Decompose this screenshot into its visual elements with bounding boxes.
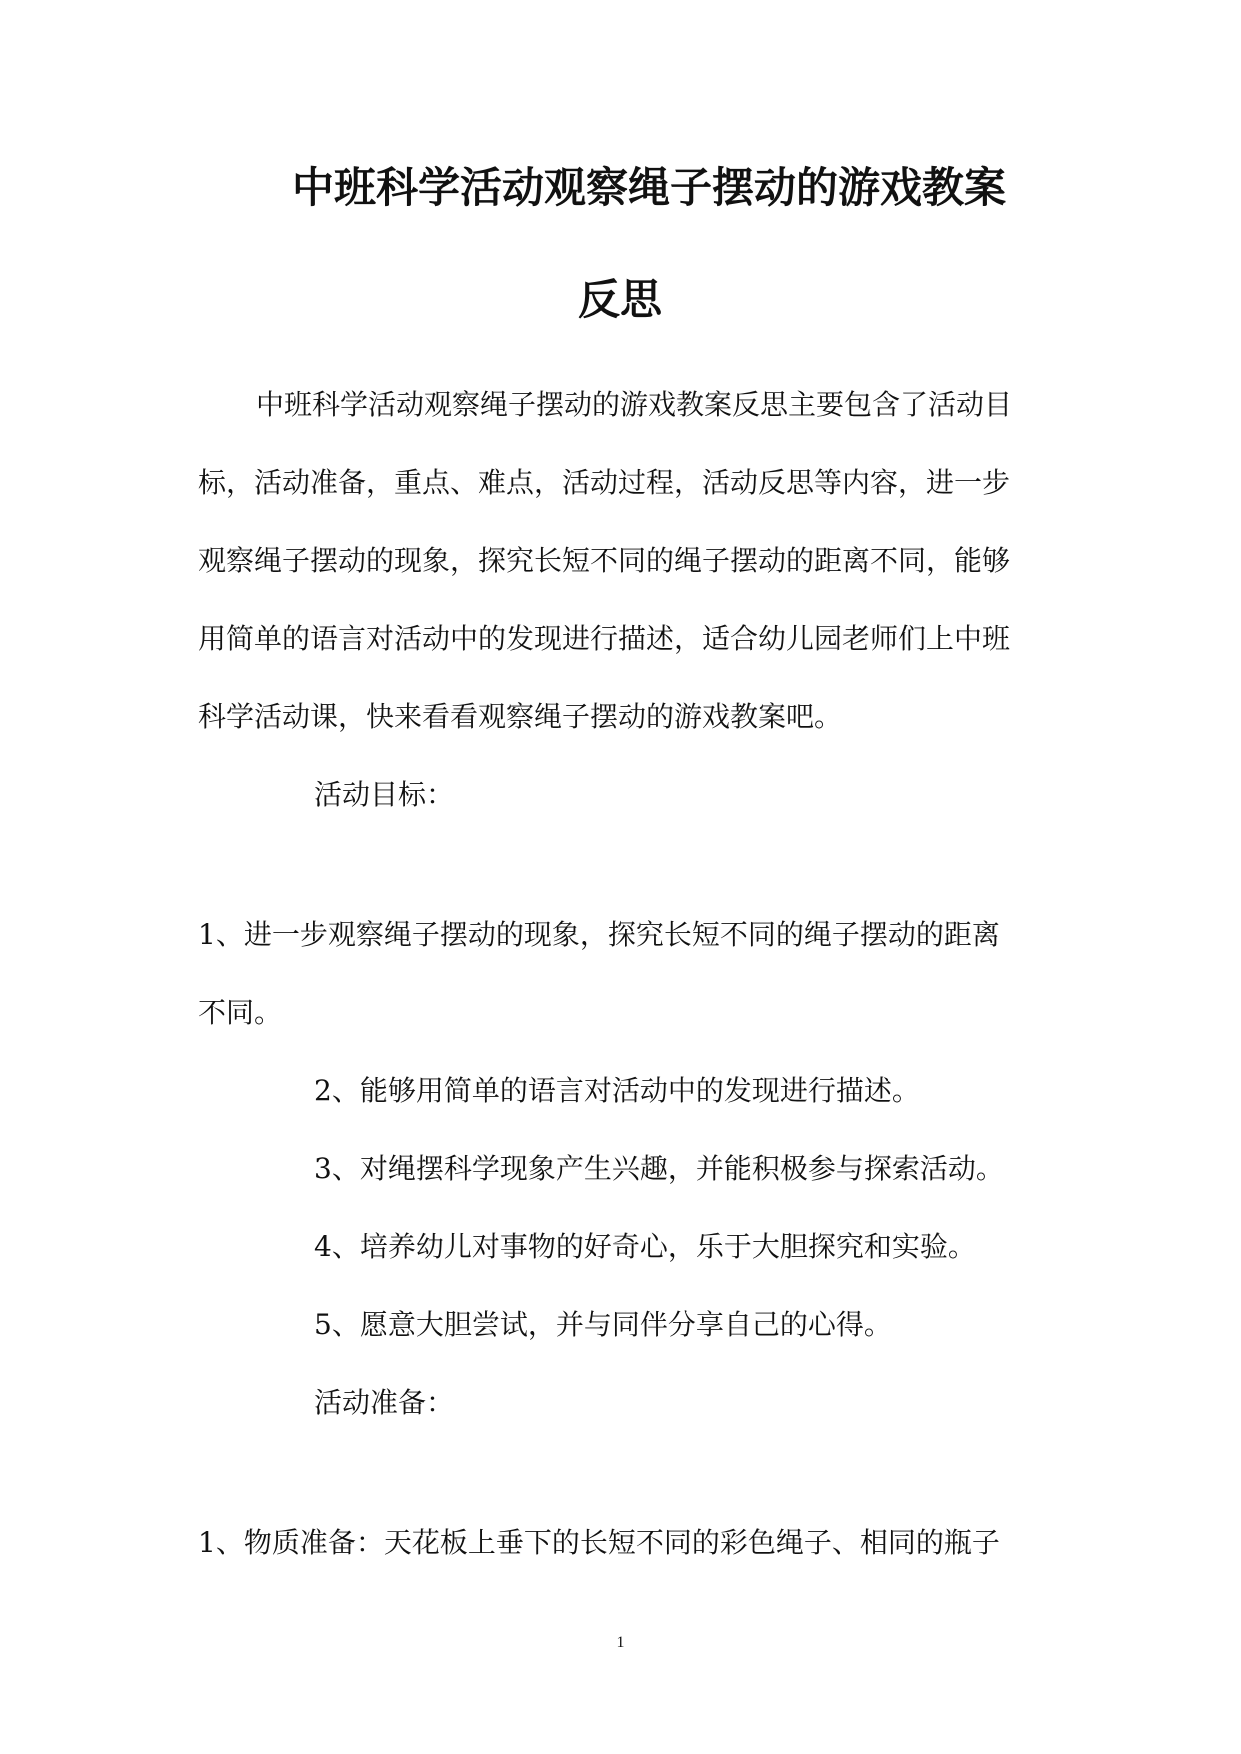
goals-heading: 活动目标： (314, 778, 455, 811)
goal-3: 3、对绳摆科学现象产生兴趣，并能积极参与探索活动。 (314, 1152, 1004, 1185)
intro-line-4: 用简单的语言对活动中的发现进行描述，适合幼儿园老师们上中班 (198, 622, 1011, 655)
prep-item-1: 1、物质准备：天花板上垂下的长短不同的彩色绳子、相同的瓶子 (198, 1526, 1000, 1559)
document-title-line-1: 中班科学活动观察绳子摆动的游戏教案 (292, 163, 1007, 212)
intro-line-2: 标，活动准备，重点、难点，活动过程，活动反思等内容，进一步 (198, 466, 1011, 499)
goal-1-line-1: 1、进一步观察绳子摆动的现象，探究长短不同的绳子摆动的距离 (198, 918, 1000, 951)
intro-line-1: 中班科学活动观察绳子摆动的游戏教案反思主要包含了活动目 (256, 388, 1013, 421)
prep-heading: 活动准备： (314, 1386, 455, 1419)
goal-1-line-2: 不同。 (198, 996, 283, 1029)
goal-5: 5、愿意大胆尝试，并与同伴分享自己的心得。 (314, 1308, 892, 1341)
goal-4: 4、培养幼儿对事物的好奇心，乐于大胆探究和实验。 (314, 1230, 976, 1263)
page-number: 1 (616, 1634, 625, 1651)
intro-line-3: 观察绳子摆动的现象，探究长短不同的绳子摆动的距离不同，能够 (198, 544, 1011, 577)
goal-2: 2、能够用简单的语言对活动中的发现进行描述。 (314, 1074, 920, 1107)
document-title-line-2: 反思 (578, 275, 663, 324)
intro-line-5: 科学活动课，快来看看观察绳子摆动的游戏教案吧。 (198, 700, 843, 733)
